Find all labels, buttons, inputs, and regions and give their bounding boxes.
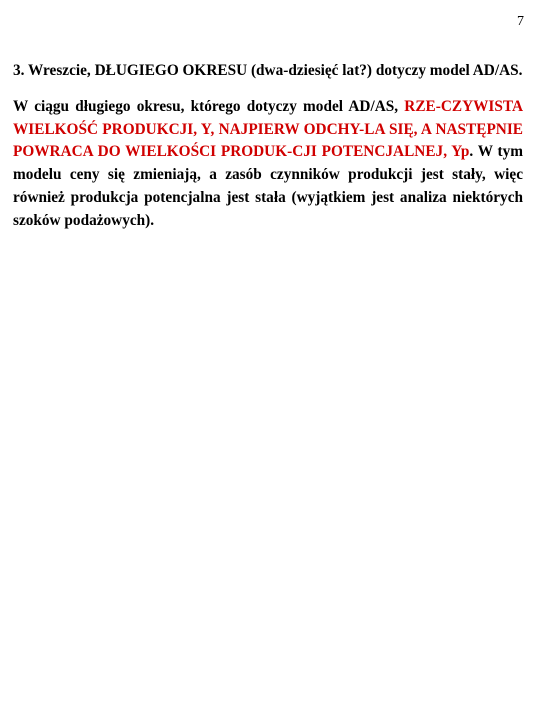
paragraph-2-highlight: RZE-CZYWISTA WIELKOŚĆ PRODUKCJI, Y, NAJPIERW ODCHY-LA SIĘ, A NASTĘPNIE POWRACA DO WIELKOŚCI PRODUK-CJI POTENCJALNEJ, Yp <box>13 97 523 161</box>
paragraph-2-rest: . W tym modelu ceny się zmieniają, a zasób czynników produkcji jest stały, więc również produkcja potencjalna jest stała (wyjątkiem jest analiza niektórych szoków podażowych). <box>13 143 524 229</box>
paragraph-2 <box>13 96 523 233</box>
page-number: 7 <box>517 14 524 29</box>
paragraph-2-intro: W ciągu długiego okresu, którego dotyczy model AD/AS, <box>13 97 405 115</box>
document-body <box>13 60 523 233</box>
paragraph-1: 3. Wreszcie, DŁUGIEGO OKRESU (dwa-dziesięć lat?) dotyczy model AD/AS. <box>13 62 523 79</box>
